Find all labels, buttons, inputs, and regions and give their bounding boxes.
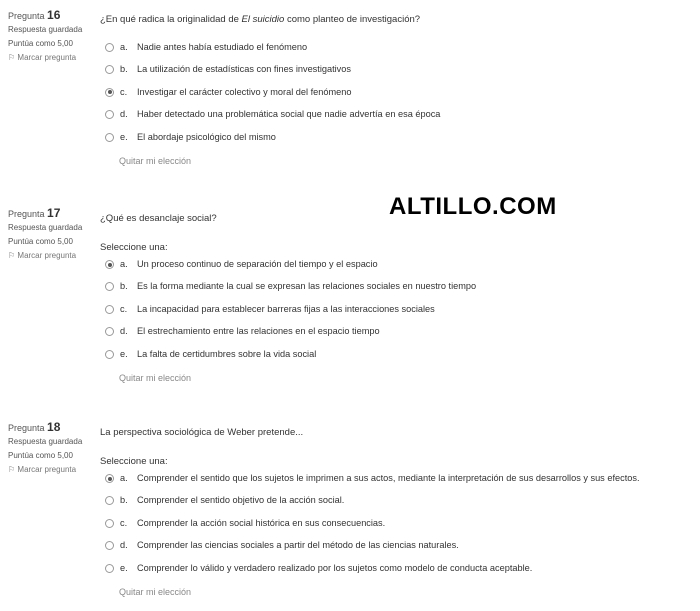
- question-text: ¿Qué es desanclaje social?: [100, 213, 217, 224]
- question-score: Puntúa como 5,00: [8, 237, 73, 246]
- question-text: La perspectiva sociológica de Weber pretende...: [100, 427, 304, 438]
- radio-button[interactable]: [105, 519, 114, 528]
- question-content: [100, 10, 690, 166]
- flag-icon: ⚐: [8, 465, 18, 474]
- question-info: [8, 10, 88, 63]
- radio-button[interactable]: [105, 88, 114, 97]
- answer-option-d[interactable]: d. Comprender las ciencias sociales a partir del método de las ciencias naturales.: [100, 540, 690, 562]
- question-number: Pregunta 18: [8, 420, 61, 434]
- radio-button[interactable]: [105, 474, 114, 483]
- answer-option-b[interactable]: b. Es la forma mediante la cual se expresan las relaciones sociales en nuestro tiempo: [100, 281, 690, 303]
- radio-button[interactable]: [105, 282, 114, 291]
- question-content: [100, 422, 690, 597]
- flag-question-link[interactable]: ⚐ Marcar pregunta: [8, 53, 77, 62]
- question-info: [8, 422, 88, 475]
- question-number: Pregunta 16: [8, 8, 61, 22]
- answer-option-a[interactable]: a. Nadie antes había estudiado el fenómeno: [100, 42, 690, 64]
- clear-choice-link[interactable]: Quitar mi elección: [119, 586, 192, 597]
- question-status: Respuesta guardada: [8, 25, 83, 34]
- watermark: ALTILLO.COM: [389, 193, 557, 220]
- question-text: ¿En qué radica la originalidad de El suicidio como planteo de investigación?: [100, 14, 421, 25]
- radio-button[interactable]: [105, 327, 114, 336]
- question-status: Respuesta guardada: [8, 437, 83, 446]
- flag-icon: ⚐: [8, 251, 18, 260]
- radio-button[interactable]: [105, 133, 114, 142]
- radio-button[interactable]: [105, 65, 114, 74]
- question-number: Pregunta 17: [8, 206, 61, 220]
- radio-button[interactable]: [105, 564, 114, 573]
- radio-button[interactable]: [105, 496, 114, 505]
- clear-choice-link[interactable]: Quitar mi elección: [119, 155, 192, 166]
- answer-option-b[interactable]: b. Comprender el sentido objetivo de la acción social.: [100, 495, 690, 517]
- clear-choice-link[interactable]: Quitar mi elección: [119, 372, 192, 383]
- select-one-prompt: Seleccione una:: [100, 456, 168, 467]
- question-status: Respuesta guardada: [8, 223, 83, 232]
- answer-option-a[interactable]: a. Comprender el sentido que los sujetos le imprimen a sus actos, mediante la interpretación de sus desarrollos y sus efectos.: [100, 473, 690, 495]
- flag-question-link[interactable]: ⚐ Marcar pregunta: [8, 251, 77, 260]
- radio-button[interactable]: [105, 350, 114, 359]
- answer-option-e[interactable]: e. La falta de certidumbres sobre la vida social: [100, 349, 690, 371]
- select-one-prompt: Seleccione una:: [100, 242, 168, 253]
- radio-button[interactable]: [105, 260, 114, 269]
- question-content: [100, 208, 690, 383]
- radio-button[interactable]: [105, 43, 114, 52]
- answer-option-c[interactable]: c. Investigar el carácter colectivo y moral del fenómeno: [100, 87, 690, 109]
- question-info: [8, 208, 88, 261]
- question-score: Puntúa como 5,00: [8, 39, 73, 48]
- radio-button[interactable]: [105, 305, 114, 314]
- answer-option-d[interactable]: d. El estrechamiento entre las relaciones en el espacio tiempo: [100, 326, 690, 348]
- radio-button[interactable]: [105, 541, 114, 550]
- radio-button[interactable]: [105, 110, 114, 119]
- answer-option-a[interactable]: a. Un proceso continuo de separación del tiempo y el espacio: [100, 259, 690, 281]
- answer-option-b[interactable]: b. La utilización de estadísticas con fines investigativos: [100, 64, 690, 86]
- question-score: Puntúa como 5,00: [8, 451, 73, 460]
- answer-option-e[interactable]: e. Comprender lo válido y verdadero realizado por los sujetos como modelo de conducta aceptable.: [100, 563, 690, 585]
- answer-option-d[interactable]: d. Haber detectado una problemática social que nadie advertía en esa época: [100, 109, 690, 131]
- flag-question-link[interactable]: ⚐ Marcar pregunta: [8, 465, 77, 474]
- answer-option-e[interactable]: e. El abordaje psicológico del mismo: [100, 132, 690, 154]
- flag-icon: ⚐: [8, 53, 18, 62]
- answer-option-c[interactable]: c. Comprender la acción social histórica en sus consecuencias.: [100, 518, 690, 540]
- answer-option-c[interactable]: c. La incapacidad para establecer barreras fijas a las interacciones sociales: [100, 304, 690, 326]
